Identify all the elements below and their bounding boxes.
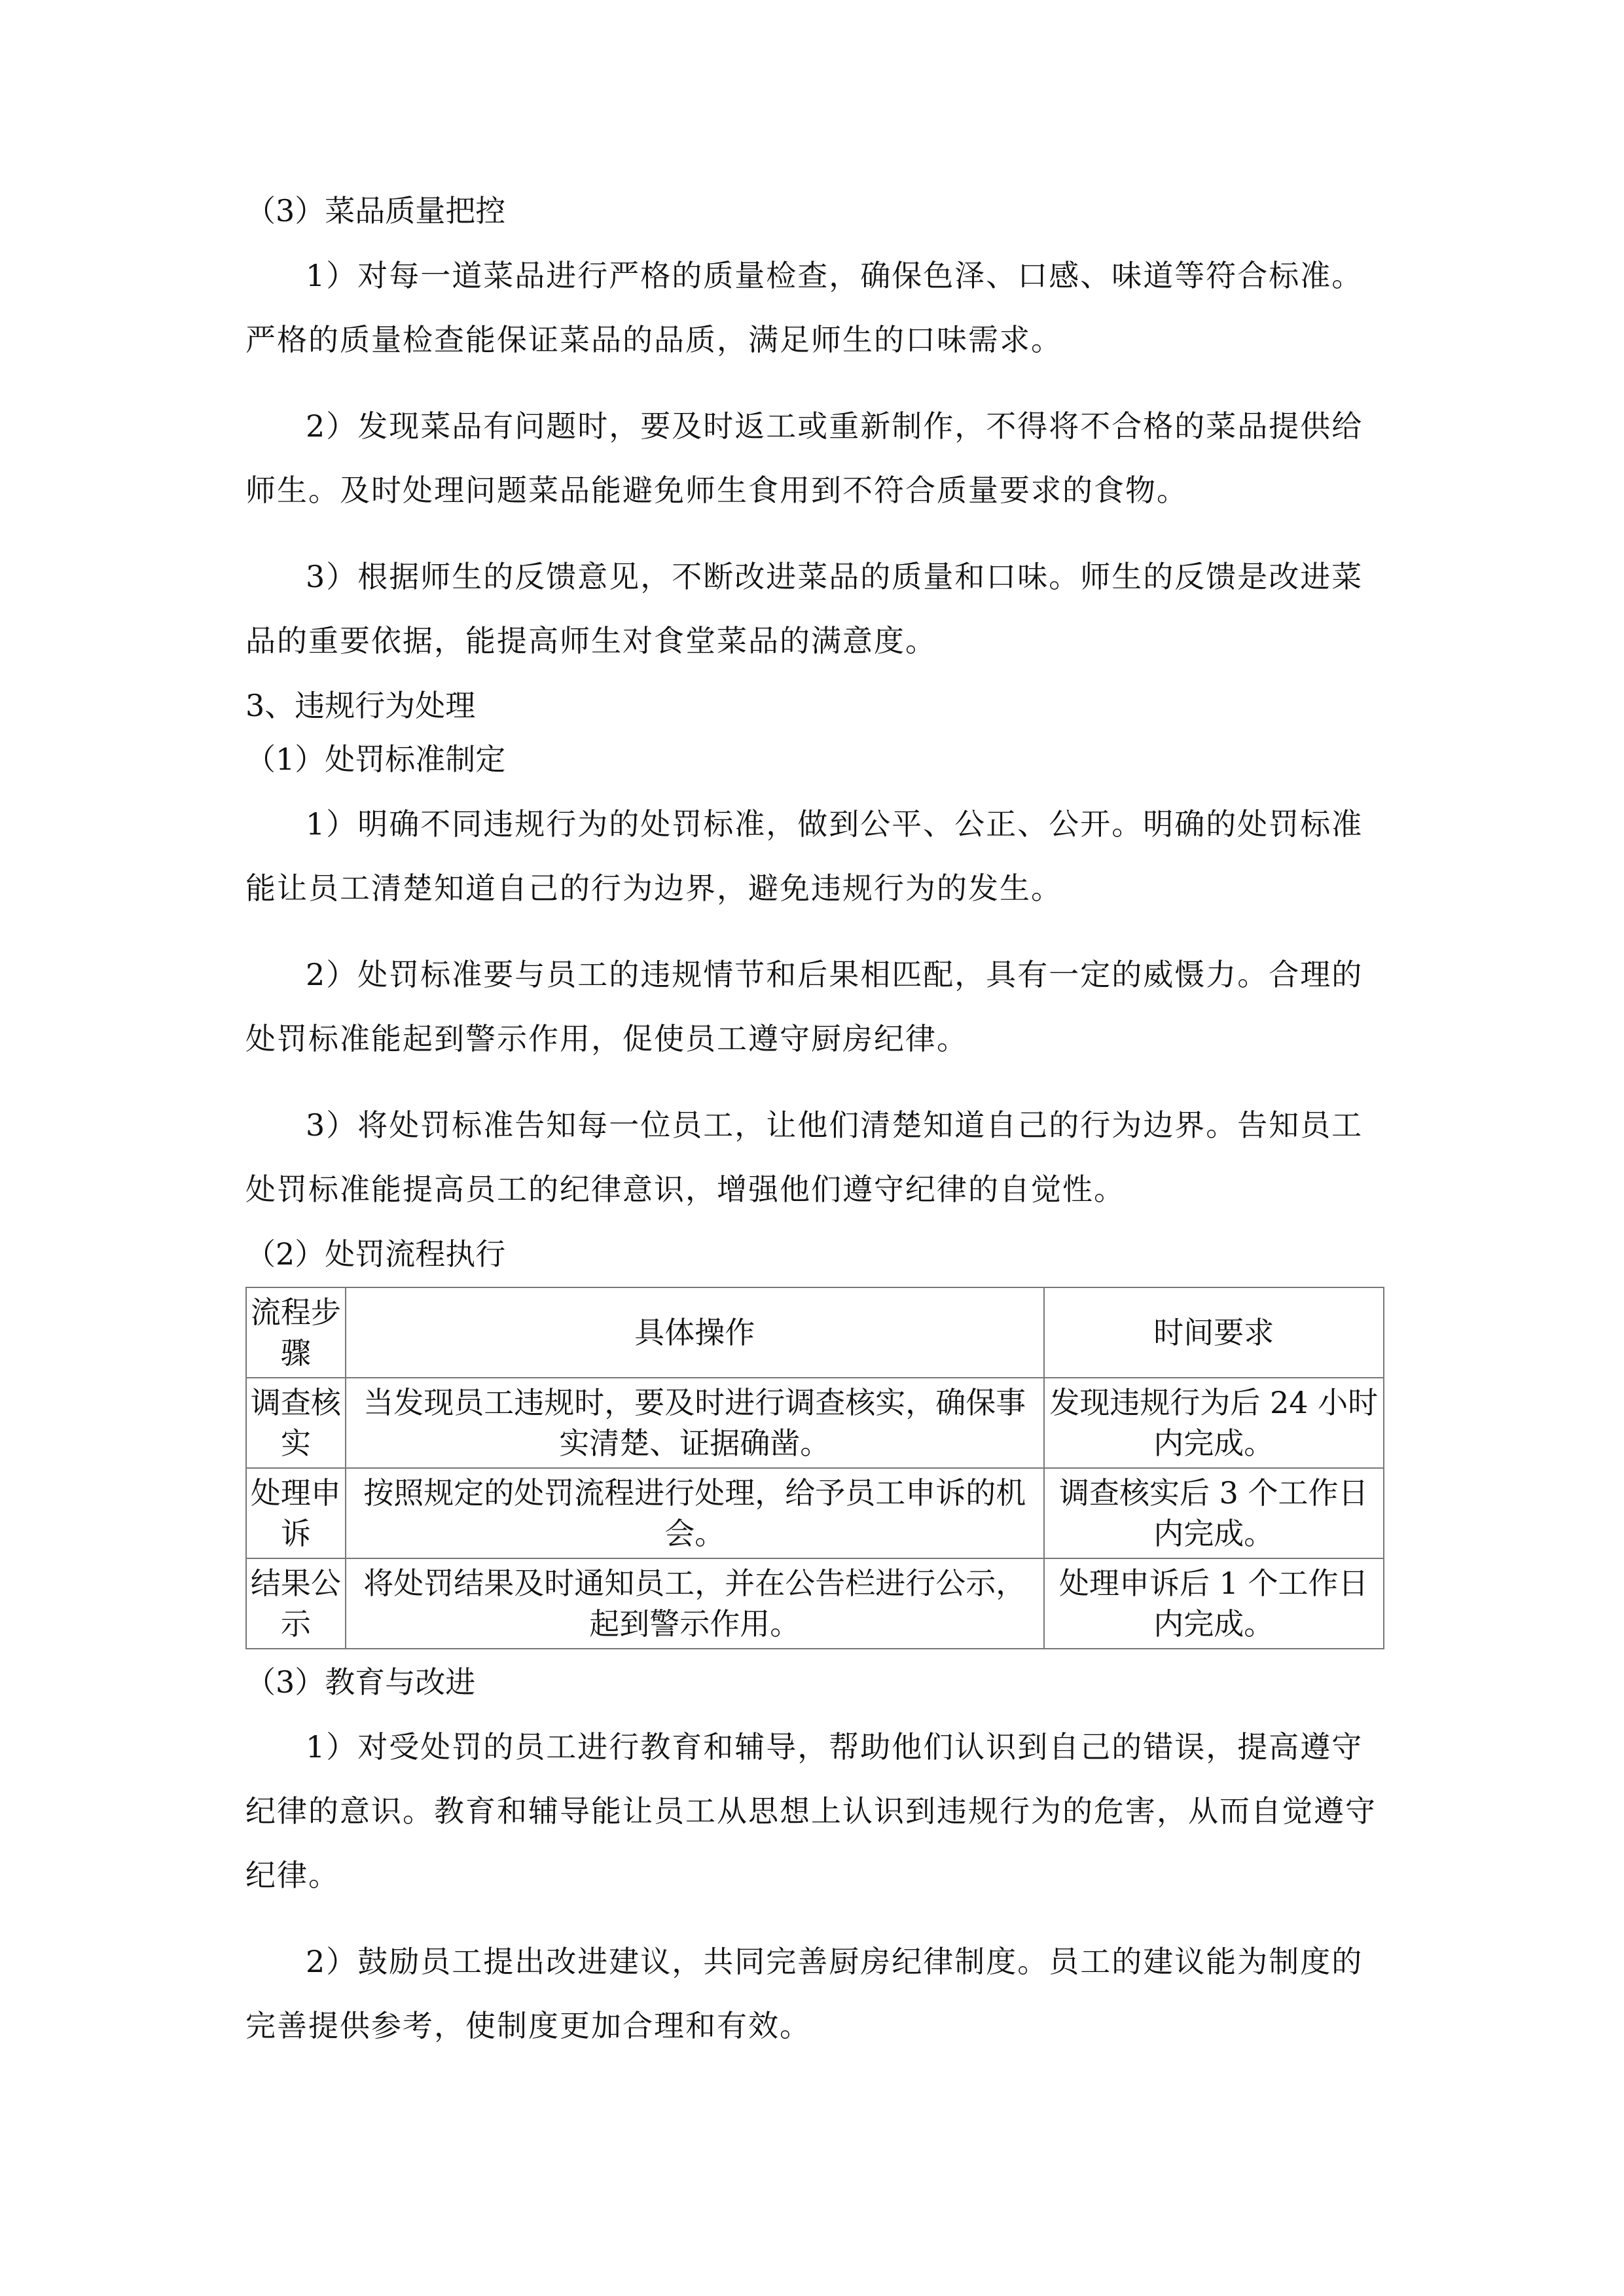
subheading-penalty-process: （2）处罚流程执行: [245, 1236, 506, 1272]
paragraph: 3）根据师生的反馈意见，不断改进菜品的质量和口味。师生的反馈是改进菜品的重要依据，能提高师生对食堂菜品的满意度。: [245, 559, 1363, 658]
paragraph: 2）处罚标准要与员工的违规情节和后果相匹配，具有一定的威慑力。合理的处罚标准能起到警示作用，促使员工遵守厨房纪律。: [245, 957, 1363, 1056]
table-header-cell: 时间要求: [1044, 1287, 1384, 1378]
section-heading-violations: 3、违规行为处理: [245, 688, 476, 723]
table-cell: 发现违规行为后 24 小时内完成。: [1044, 1378, 1384, 1468]
table-cell: 处理申诉后 1 个工作日内完成。: [1044, 1558, 1384, 1649]
paragraph: 2）发现菜品有问题时，要及时返工或重新制作，不得将不合格的菜品提供给师生。及时处理问题菜品能避免师生食用到不符合质量要求的食物。: [245, 408, 1363, 508]
subheading-penalty-standard: （1）处罚标准制定: [245, 742, 506, 777]
subheading-education: （3）教育与改进: [245, 1664, 476, 1700]
paragraph: 2）鼓励员工提出改进建议，共同完善厨房纪律制度。员工的建议能为制度的完善提供参考，使制度更加合理和有效。: [245, 1944, 1363, 2043]
process-table: [245, 1287, 1384, 1649]
paragraph: 1）对受处罚的员工进行教育和辅导，帮助他们认识到自己的错误，提高遵守纪律的意识。教育和辅导能让员工从思想上认识到违规行为的危害，从而自觉遵守纪律。: [245, 1729, 1377, 1893]
table-header-cell: 流程步骤: [246, 1287, 346, 1378]
table-row: [246, 1558, 1384, 1649]
paragraph: 3）将处罚标准告知每一位员工，让他们清楚知道自己的行为边界。告知员工处罚标准能提高员工的纪律意识，增强他们遵守纪律的自觉性。: [245, 1107, 1363, 1207]
table-cell: 调查核实后 3 个工作日内完成。: [1044, 1468, 1384, 1558]
paragraph: 1）对每一道菜品进行严格的质量检查，确保色泽、口感、味道等符合标准。严格的质量检查能保证菜品的品质，满足师生的口味需求。: [245, 258, 1363, 357]
table-cell: 结果公示: [246, 1558, 346, 1649]
table-cell: 将处罚结果及时通知员工，并在公告栏进行公示，起到警示作用。: [346, 1558, 1044, 1649]
section-heading-dish-quality: （3）菜品质量把控: [245, 193, 506, 228]
table-cell: 调查核实: [246, 1378, 346, 1468]
table-cell: 按照规定的处罚流程进行处理，给予员工申诉的机会。: [346, 1468, 1044, 1558]
paragraph: 1）明确不同违规行为的处罚标准，做到公平、公正、公开。明确的处罚标准能让员工清楚知道自己的行为边界，避免违规行为的发生。: [245, 806, 1363, 906]
table-cell: 当发现员工违规时，要及时进行调查核实，确保事实清楚、证据确凿。: [346, 1378, 1044, 1468]
table-cell: 处理申诉: [246, 1468, 346, 1558]
table-row: [246, 1378, 1384, 1468]
table-header-cell: 具体操作: [346, 1287, 1044, 1378]
table-row: [246, 1468, 1384, 1558]
document-page: [245, 190, 1384, 2058]
table-header-row: [246, 1287, 1384, 1378]
